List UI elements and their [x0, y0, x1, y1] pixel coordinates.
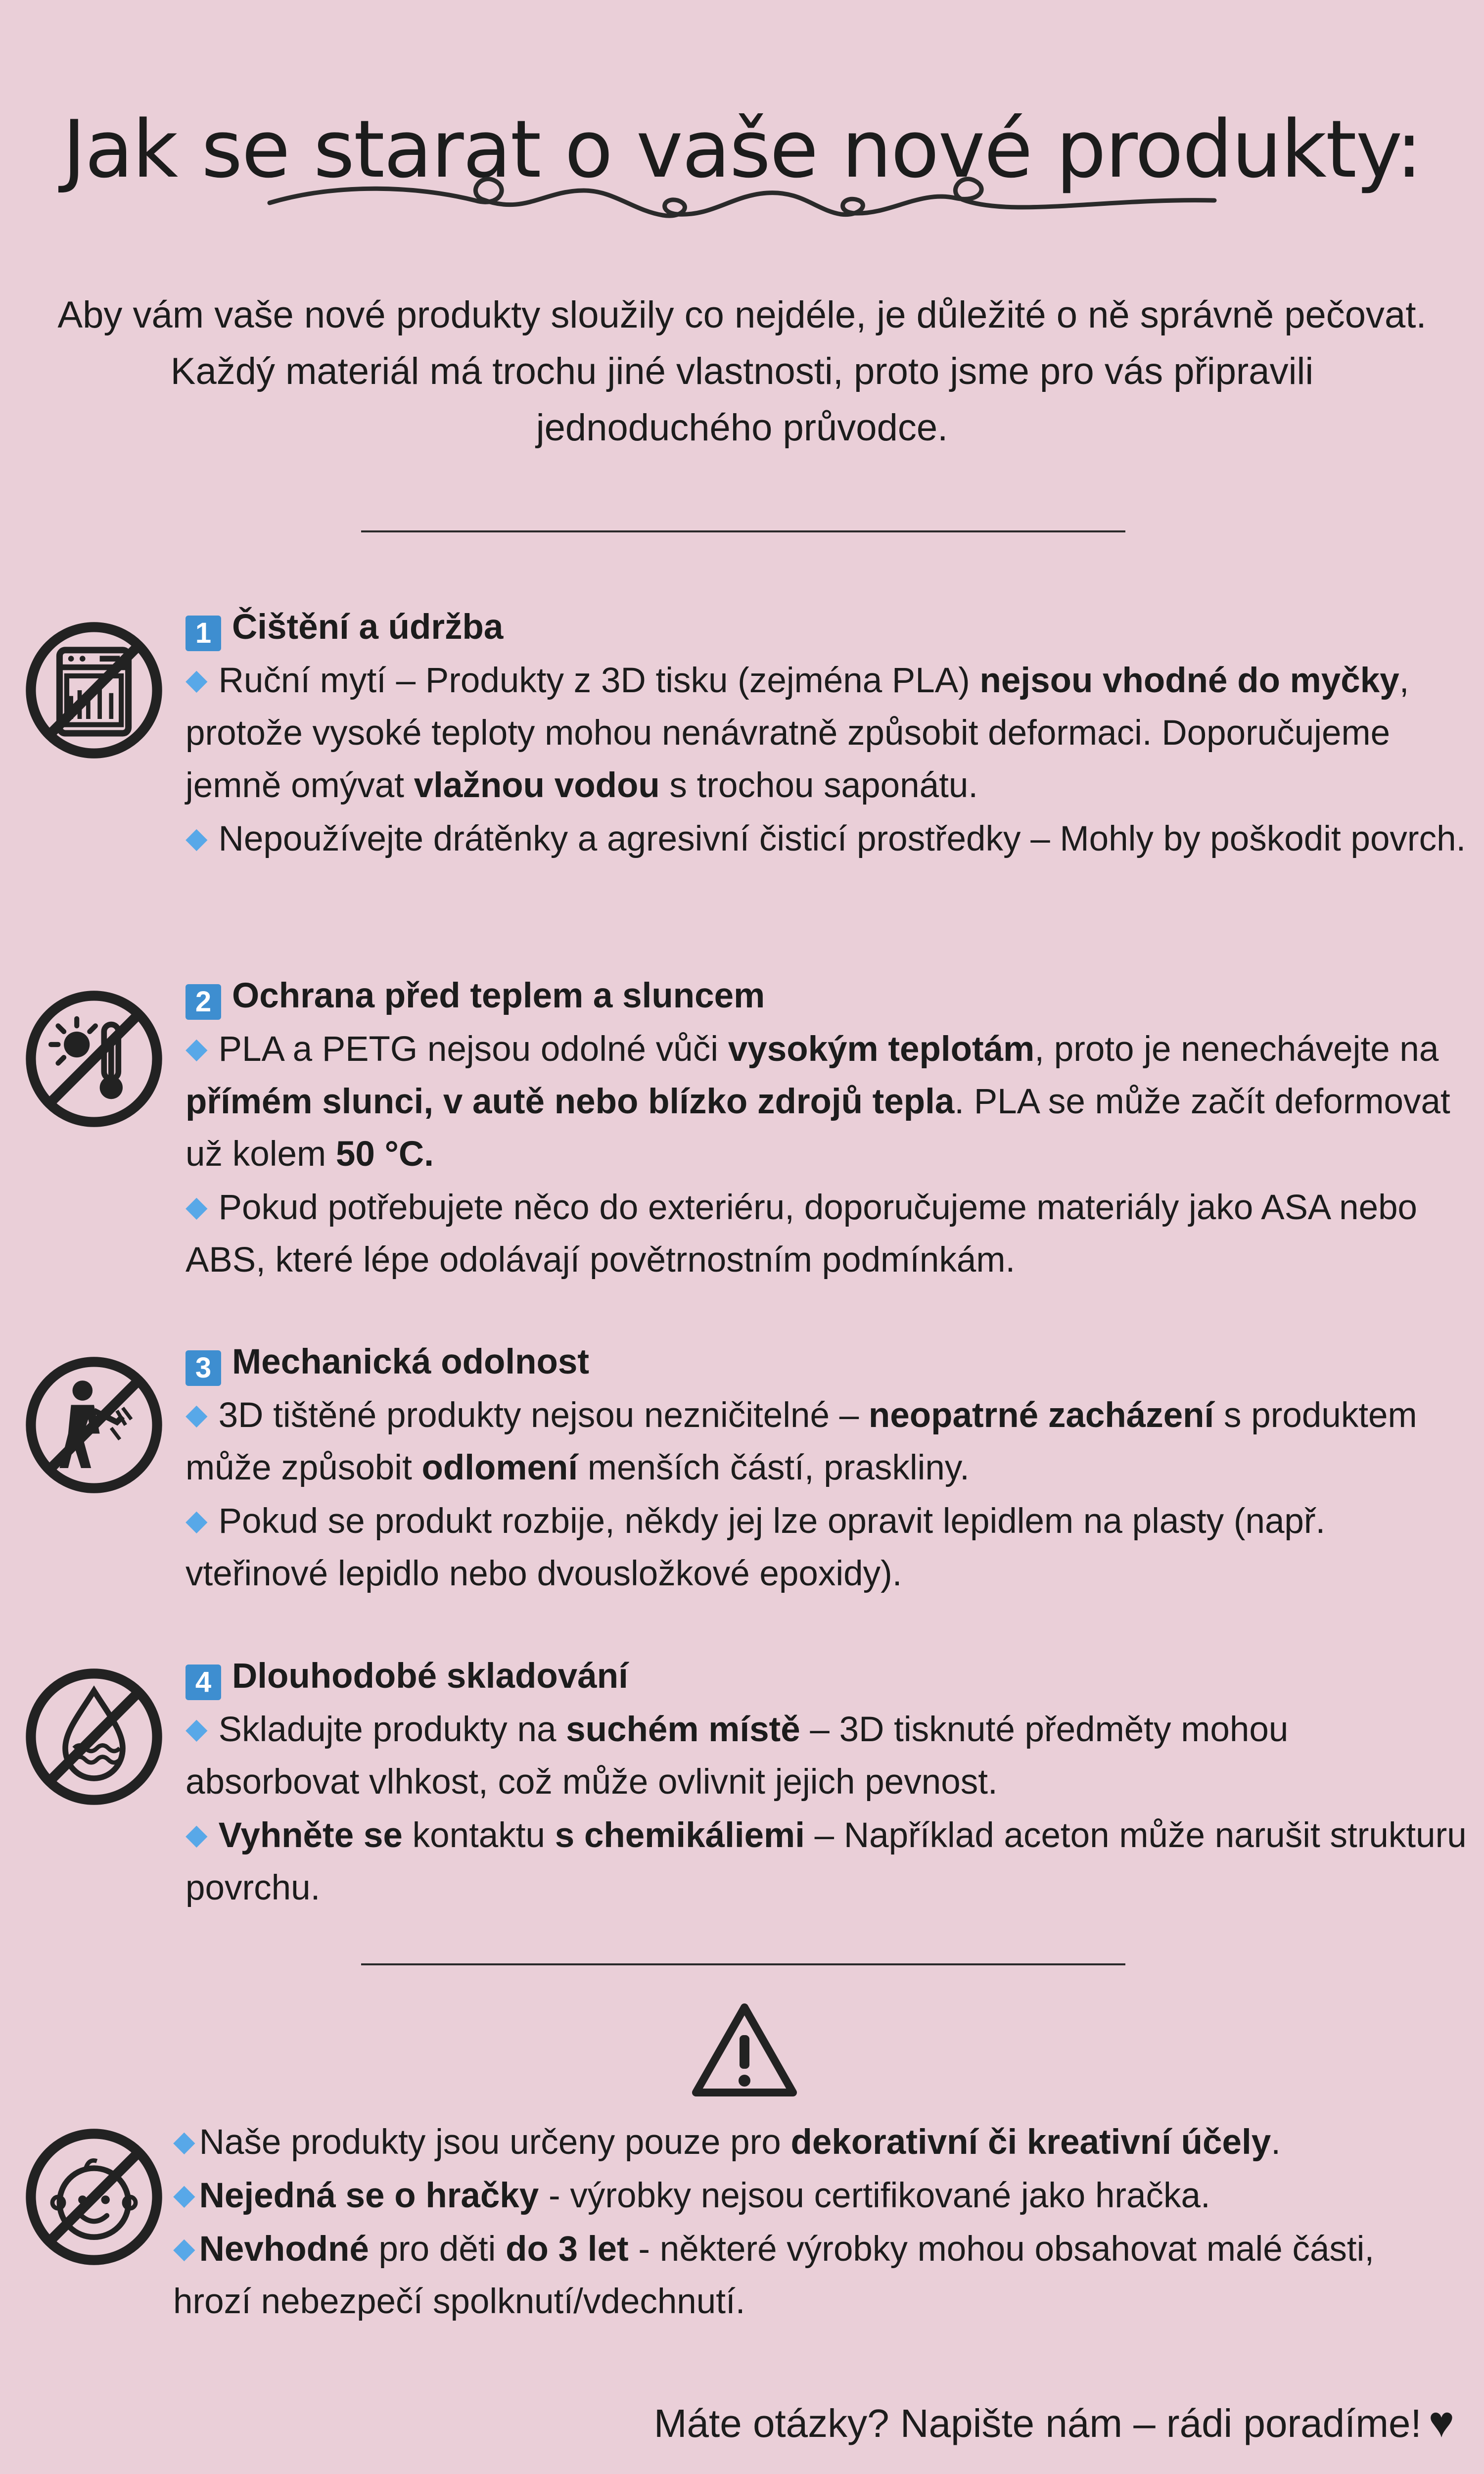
- bullet-item: ◆ Vyhněte se kontaktu s chemikáliemi – Například aceton může narušit strukturu povrchu.: [186, 1816, 1467, 1907]
- decorative-flourish-divider: [267, 171, 1217, 225]
- sun-heat-prohibited-icon: [22, 987, 166, 1131]
- bullet-item: ◆ PLA a PETG nejsou odolné vůči vysokým teplotám, proto je nenechávejte na přímém slunci, v autě nebo blízko zdrojů tepla. PLA se může začít deformovat už kolem 50 °C.: [186, 1030, 1450, 1174]
- diamond-bullet-icon: ◆: [186, 1504, 208, 1536]
- section-number-badge: 1: [186, 616, 221, 651]
- diamond-bullet-icon: ◆: [186, 1032, 208, 1064]
- bullet-item: ◆ Skladujte produkty na suchém místě – 3D tisknuté předměty mohou absorbovat vlhkost, což může ovlivnit jejich pevnost.: [186, 1710, 1289, 1802]
- section-number-badge: 2: [186, 984, 221, 1020]
- footer-contact-note: [654, 2395, 1454, 2451]
- section-long-term-storage: [186, 1650, 1472, 1914]
- bullet-item: ◆ Pokud se produkt rozbije, někdy jej lze opravit lepidlem na plasty (např. vteřinové lepidlo nebo dvousložkové epoxidy).: [186, 1502, 1326, 1593]
- diamond-bullet-icon: ◆: [186, 822, 208, 854]
- section-number-badge: 4: [186, 1665, 221, 1700]
- warning-notes: [173, 2115, 1459, 2328]
- divider-line: [361, 1963, 1125, 1965]
- section-number-badge: 3: [186, 1350, 221, 1386]
- diamond-bullet-icon: ◆: [186, 1190, 208, 1223]
- bullet-item: ◆ Nepoužívejte drátěnky a agresivní čisticí prostředky – Mohly by poškodit povrch.: [186, 819, 1466, 858]
- intro-paragraph: Aby vám vaše nové produkty sloužily co nejdéle, je důležité o ně správně pečovat. Každý materiál má trochu jiné vlastnosti, proto jsme pro vás připravili jednoduchého průvodce.: [57, 294, 1427, 449]
- heart-icon: ♥: [1428, 2397, 1454, 2446]
- section-heat-protection: [186, 970, 1472, 1286]
- diamond-bullet-icon: ◆: [173, 2125, 195, 2157]
- page-title: Jak se starat o vaše nové produkty:: [62, 103, 1422, 196]
- warning-item: ◆ Nevhodné pro děti do 3 let - některé výrobky mohou obsahovat malé části, hrozí nebezpečí spolknutí/vdechnutí.: [173, 2230, 1375, 2321]
- diamond-bullet-icon: ◆: [173, 2179, 195, 2211]
- dishwasher-prohibited-icon: [22, 618, 166, 762]
- section-title: Mechanická odolnost: [232, 1342, 589, 1381]
- breaking-prohibited-icon: [22, 1353, 166, 1497]
- bullet-item: ◆ Ruční mytí – Produkty z 3D tisku (zejména PLA) nejsou vhodné do myčky, protože vysoké teploty mohou nenávratně způsobit deformaci. Doporučujeme jemně omývat vlažnou vodou s trochou saponátu.: [186, 661, 1409, 805]
- section-title: Dlouhodobé skladování: [232, 1657, 628, 1696]
- footer-text: Máte otázky? Napište nám – rádi poradíme!: [653, 2401, 1422, 2445]
- section-mechanical-durability: [186, 1336, 1472, 1600]
- section-title: Ochrana před teplem a sluncem: [232, 976, 765, 1015]
- section-cleaning: [186, 601, 1472, 865]
- moisture-prohibited-icon: [22, 1665, 166, 1808]
- bullet-item: ◆ Pokud potřebujete něco do exteriéru, doporučujeme materiály jako ASA nebo ABS, které lépe odolávají povětrnostním podmínkám.: [186, 1188, 1418, 1280]
- warning-item: ◆ Naše produkty jsou určeny pouze pro dekorativní či kreativní účely.: [173, 2123, 1281, 2162]
- diamond-bullet-icon: ◆: [186, 1818, 208, 1851]
- divider-line: [361, 530, 1125, 532]
- diamond-bullet-icon: ◆: [173, 2232, 195, 2264]
- child-prohibited-icon: [22, 2125, 166, 2269]
- warning-triangle-icon: [690, 2001, 799, 2100]
- diamond-bullet-icon: ◆: [186, 664, 208, 696]
- section-title: Čištění a údržba: [232, 608, 504, 647]
- diamond-bullet-icon: ◆: [186, 1713, 208, 1745]
- bullet-item: ◆ 3D tištěné produkty nejsou nezničitelné – neopatrné zacházení s produktem může způsobit odlomení menších částí, praskliny.: [186, 1396, 1417, 1487]
- warning-item: ◆ Nejedná se o hračky - výrobky nejsou certifikované jako hračka.: [173, 2176, 1210, 2215]
- diamond-bullet-icon: ◆: [186, 1398, 208, 1430]
